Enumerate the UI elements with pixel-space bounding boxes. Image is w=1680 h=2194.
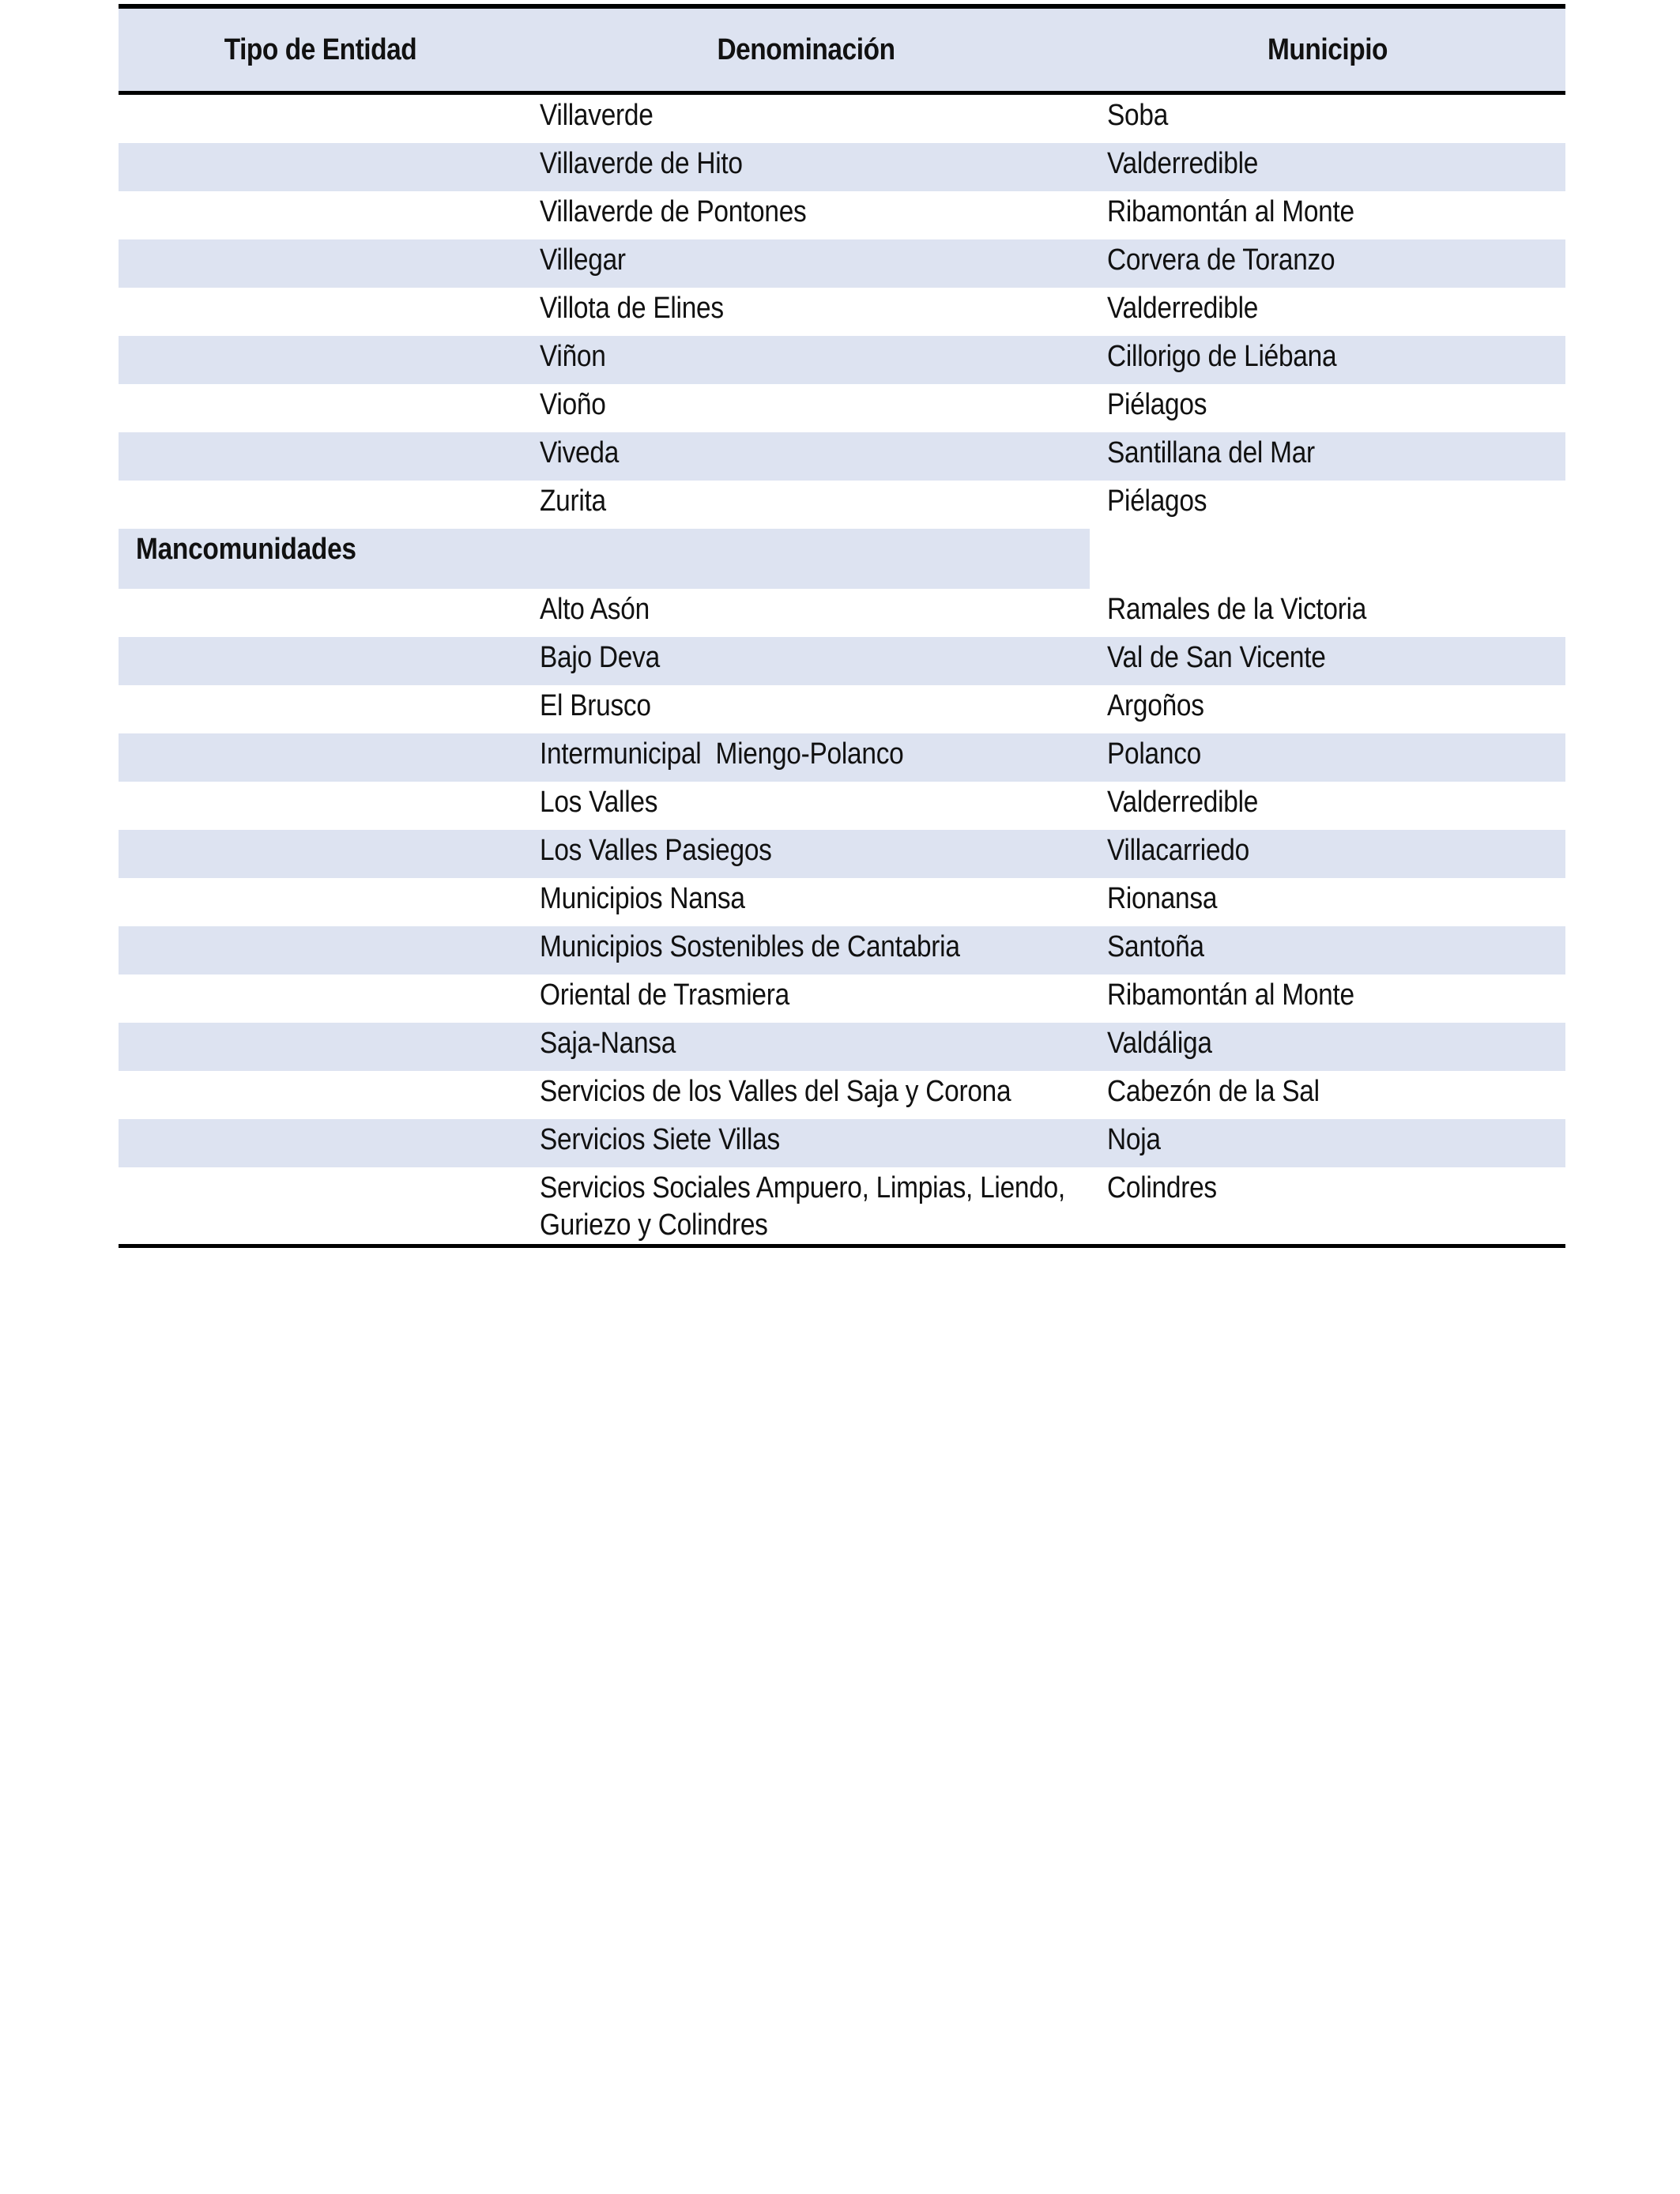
municipality-cell: Valdáliga	[1090, 1023, 1565, 1071]
type-cell	[119, 685, 522, 733]
table-row	[119, 384, 1565, 432]
type-cell	[119, 589, 522, 637]
table-row	[119, 239, 1565, 288]
type-cell	[119, 830, 522, 878]
name-cell: Los Valles	[540, 786, 658, 819]
table-row	[119, 1167, 1565, 1244]
name-cell: Servicios de los Valles del Saja y Corona	[540, 1075, 1011, 1108]
municipality-cell: Polanco	[1090, 733, 1565, 782]
section-empty-cell	[522, 529, 1090, 589]
name-cell: Oriental de Trasmiera	[540, 978, 789, 1012]
municipality-cell: Piélagos	[1107, 388, 1207, 421]
type-cell	[119, 239, 522, 288]
municipality-cell: Noja	[1090, 1119, 1565, 1167]
name-cell: Bajo Deva	[522, 637, 1090, 685]
table-header	[119, 9, 1565, 91]
section-label: Mancomunidades	[119, 529, 522, 589]
municipality-cell: Valderredible	[1090, 143, 1565, 191]
table-row	[119, 1023, 1565, 1071]
name-cell: Zurita	[540, 484, 606, 518]
name-cell: Villaverde	[540, 99, 654, 132]
type-cell	[119, 143, 522, 191]
name-cell: Viñon	[522, 336, 1090, 384]
name-cell: Alto Asón	[540, 593, 650, 626]
municipality-cell: Colindres	[1107, 1171, 1217, 1204]
municipality-cell: Ramales de la Victoria	[1107, 593, 1367, 626]
table-row	[119, 336, 1565, 384]
municipality-cell: Argoños	[1107, 689, 1204, 722]
municipality-cell: Santillana del Mar	[1090, 432, 1565, 481]
table-row	[119, 733, 1565, 782]
header-row	[119, 9, 1565, 91]
table-row	[119, 589, 1565, 637]
table-row	[119, 432, 1565, 481]
name-cell: Villegar	[522, 239, 1090, 288]
table-bottom-rule	[119, 1244, 1565, 1248]
municipality-cell: Ribamontán al Monte	[1107, 195, 1354, 228]
name-cell: El Brusco	[540, 689, 651, 722]
table-row	[119, 143, 1565, 191]
entities-table-container	[119, 9, 1565, 1248]
municipality-cell: Valderredible	[1107, 292, 1259, 325]
municipality-cell: Rionansa	[1107, 882, 1218, 915]
type-cell	[119, 1167, 522, 1244]
type-cell	[119, 733, 522, 782]
table-row	[119, 288, 1565, 336]
municipality-cell: Soba	[1107, 99, 1169, 132]
table-body	[119, 91, 1565, 1244]
entities-table	[119, 9, 1565, 1244]
type-cell	[119, 336, 522, 384]
municipality-cell: Piélagos	[1107, 484, 1207, 518]
type-cell	[119, 384, 522, 432]
name-cell: Los Valles Pasiegos	[522, 830, 1090, 878]
name-cell: Viveda	[522, 432, 1090, 481]
table-row	[119, 830, 1565, 878]
type-cell	[119, 481, 522, 529]
name-cell: Servicios Sociales Ampuero, Limpias, Liendo, Guriezo y Colindres	[540, 1171, 1065, 1242]
name-cell: Villaverde de Hito	[522, 143, 1090, 191]
table-row	[119, 782, 1565, 830]
municipality-cell: Val de San Vicente	[1090, 637, 1565, 685]
municipality-cell: Cabezón de la Sal	[1107, 1075, 1320, 1108]
type-cell	[119, 191, 522, 239]
table-row	[119, 481, 1565, 529]
name-cell: Municipios Nansa	[540, 882, 745, 915]
type-cell	[119, 288, 522, 336]
type-cell	[119, 926, 522, 974]
name-cell: Saja-Nansa	[522, 1023, 1090, 1071]
municipality-cell: Cillorigo de Liébana	[1090, 336, 1565, 384]
section-row-mancomunidades	[119, 529, 1565, 589]
table-row	[119, 91, 1565, 143]
type-cell	[119, 432, 522, 481]
table-row	[119, 974, 1565, 1023]
name-cell: Servicios Siete Villas	[522, 1119, 1090, 1167]
type-cell	[119, 782, 522, 830]
type-cell	[119, 1023, 522, 1071]
table-row	[119, 926, 1565, 974]
type-cell	[119, 91, 522, 143]
municipality-cell: Corvera de Toranzo	[1090, 239, 1565, 288]
type-cell	[119, 637, 522, 685]
table-row	[119, 1119, 1565, 1167]
municipality-cell: Valderredible	[1107, 786, 1259, 819]
table-row	[119, 637, 1565, 685]
section-empty-cell	[1090, 529, 1565, 589]
table-row	[119, 685, 1565, 733]
header-bottom-rule	[119, 91, 1565, 95]
name-cell: Villaverde de Pontones	[540, 195, 807, 228]
header-tipo-entidad: Tipo de Entidad	[224, 32, 417, 66]
type-cell	[119, 1071, 522, 1119]
header-municipio: Municipio	[1267, 32, 1388, 66]
name-cell: Villota de Elines	[540, 292, 724, 325]
table-row	[119, 191, 1565, 239]
table-row	[119, 1071, 1565, 1119]
name-cell: Vioño	[540, 388, 606, 421]
municipality-cell: Villacarriedo	[1090, 830, 1565, 878]
name-cell: Municipios Sostenibles de Cantabria	[522, 926, 1090, 974]
name-cell: Intermunicipal Miengo-Polanco	[522, 733, 1090, 782]
municipality-cell: Santoña	[1090, 926, 1565, 974]
type-cell	[119, 974, 522, 1023]
type-cell	[119, 1119, 522, 1167]
header-denominacion: Denominación	[717, 32, 895, 66]
type-cell	[119, 878, 522, 926]
municipality-cell: Ribamontán al Monte	[1107, 978, 1354, 1012]
table-row	[119, 878, 1565, 926]
